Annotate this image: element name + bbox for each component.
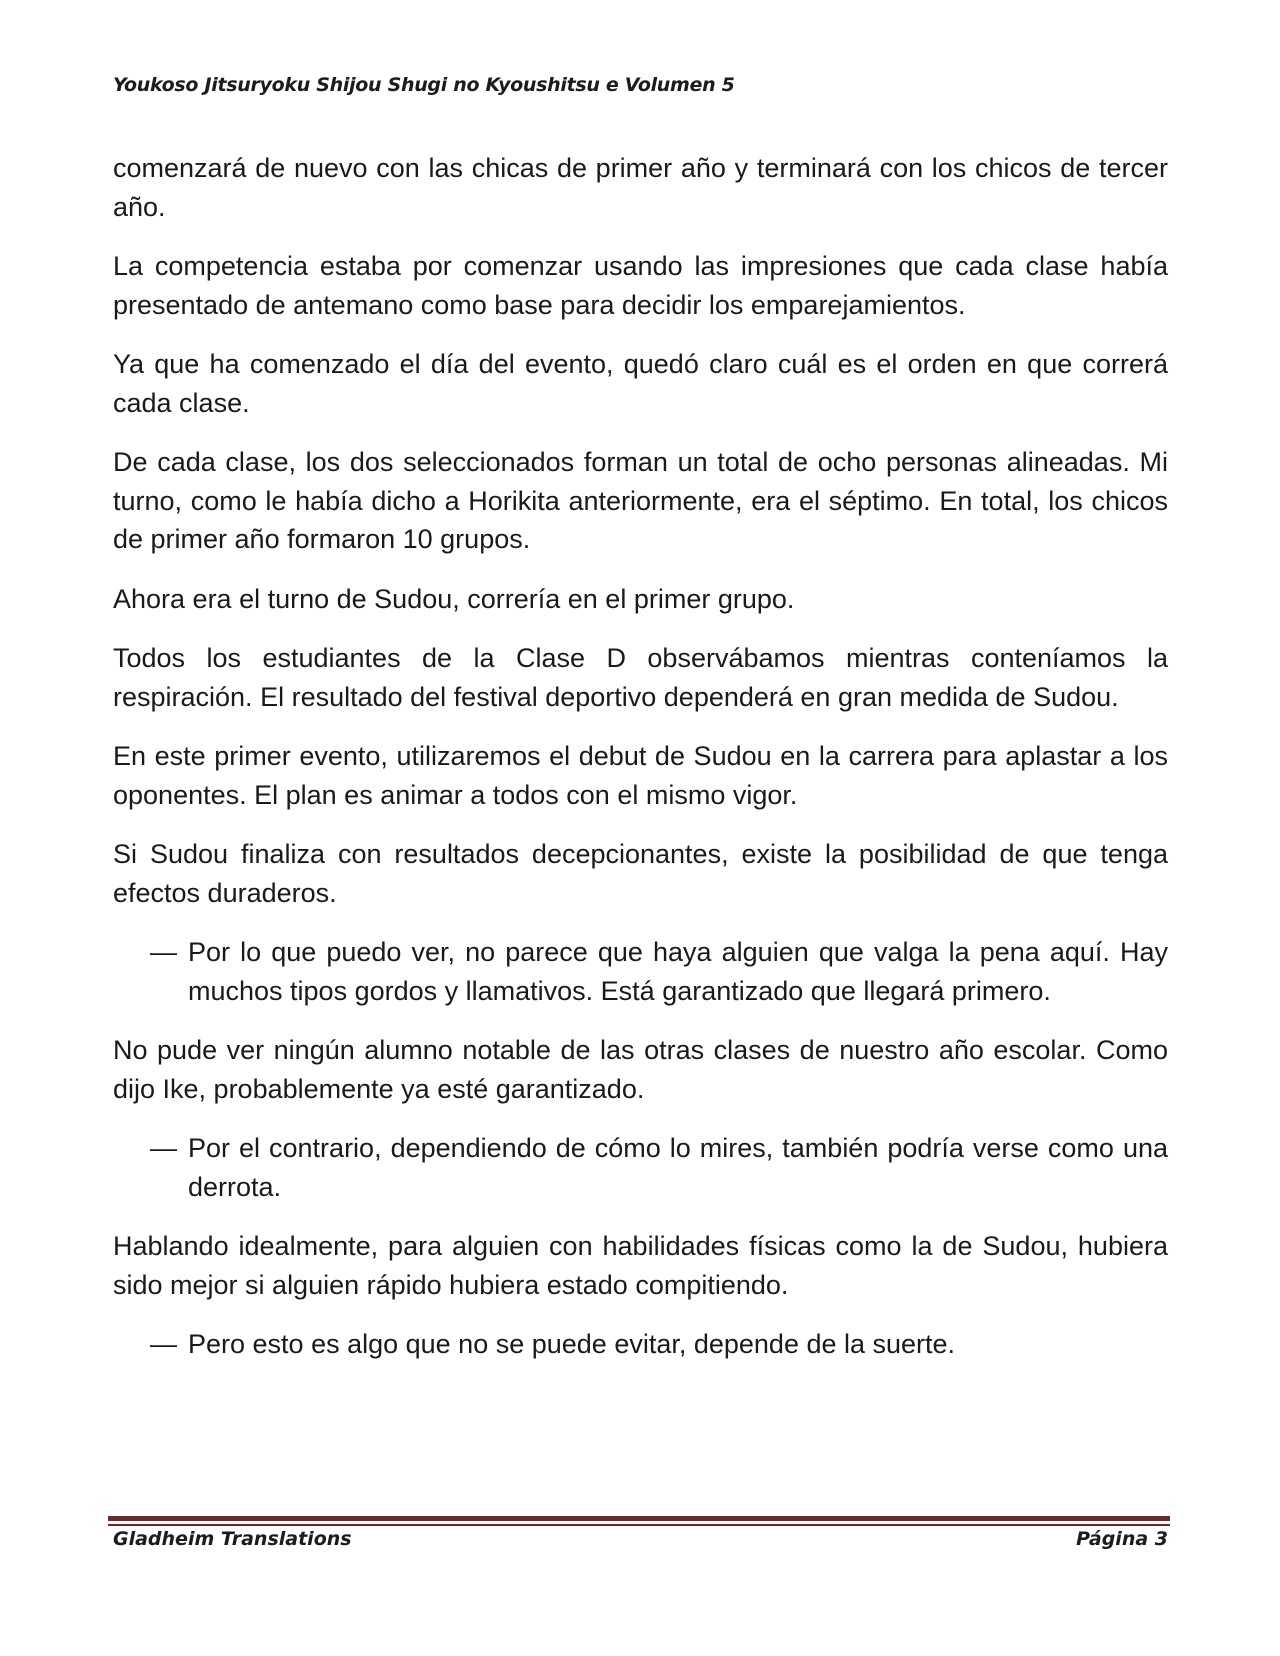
paragraph: Ya que ha comenzado el día del evento, quedó claro cuál es el orden en que correrá cada clase. [113, 349, 1168, 418]
footer-divider-thin [108, 1524, 1170, 1526]
paragraph: No pude ver ningún alumno notable de las otras clases de nuestro año escolar. Como dijo Ike, probablemente ya esté garantizado. [113, 1035, 1168, 1104]
footer-divider [108, 1516, 1170, 1521]
paragraph: comenzará de nuevo con las chicas de primer año y terminará con los chicos de tercer año. [113, 153, 1168, 222]
paragraph: En este primer evento, utilizaremos el debut de Sudou en la carrera para aplastar a los oponentes. El plan es animar a todos con el mismo vigor. [113, 741, 1168, 810]
running-header: Youkoso Jitsuryoku Shijou Shugi no Kyoushitsu e Volumen 5 [113, 74, 735, 96]
dialogue-text: Por el contrario, dependiendo de cómo lo mires, también podría verse como una derrota. [188, 1133, 1168, 1202]
dialogue-dash: — [150, 1329, 177, 1359]
page-number: Página 3 [1076, 1528, 1168, 1550]
paragraph: De cada clase, los dos seleccionados forman un total de ocho personas alineadas. Mi turno, como le había dicho a Horikita anteriormente, era el séptimo. En total, los chicos de primer año formaron 10 grupos. [113, 447, 1168, 554]
dialogue-dash: — [150, 1133, 177, 1163]
dialogue-text: Por lo que puedo ver, no parece que haya alguien que valga la pena aquí. Hay muchos tipos gordos y llamativos. Está garantizado que llegará primero. [188, 937, 1168, 1006]
dialogue-dash: — [150, 937, 177, 967]
dialogue-text: Pero esto es algo que no se puede evitar, depende de la suerte. [188, 1329, 956, 1359]
dialogue-line [150, 1325, 1168, 1364]
page-body [113, 149, 1168, 1385]
paragraph: La competencia estaba por comenzar usando las impresiones que cada clase había presentado de antemano como base para decidir los emparejamientos. [113, 251, 1168, 320]
paragraph: Ahora era el turno de Sudou, correría en el primer grupo. [113, 583, 795, 614]
paragraph: Si Sudou finaliza con resultados decepcionantes, existe la posibilidad de que tenga efectos duraderos. [113, 839, 1168, 908]
paragraph: Todos los estudiantes de la Clase D observábamos mientras conteníamos la respiración. El resultado del festival deportivo dependerá en gran medida de Sudou. [113, 643, 1168, 712]
dialogue-line [150, 933, 1168, 1010]
footer-credit: Gladheim Translations [113, 1528, 352, 1550]
paragraph: Hablando idealmente, para alguien con habilidades físicas como la de Sudou, hubiera sido mejor si alguien rápido hubiera estado compitiendo. [113, 1231, 1168, 1300]
dialogue-line [150, 1129, 1168, 1206]
